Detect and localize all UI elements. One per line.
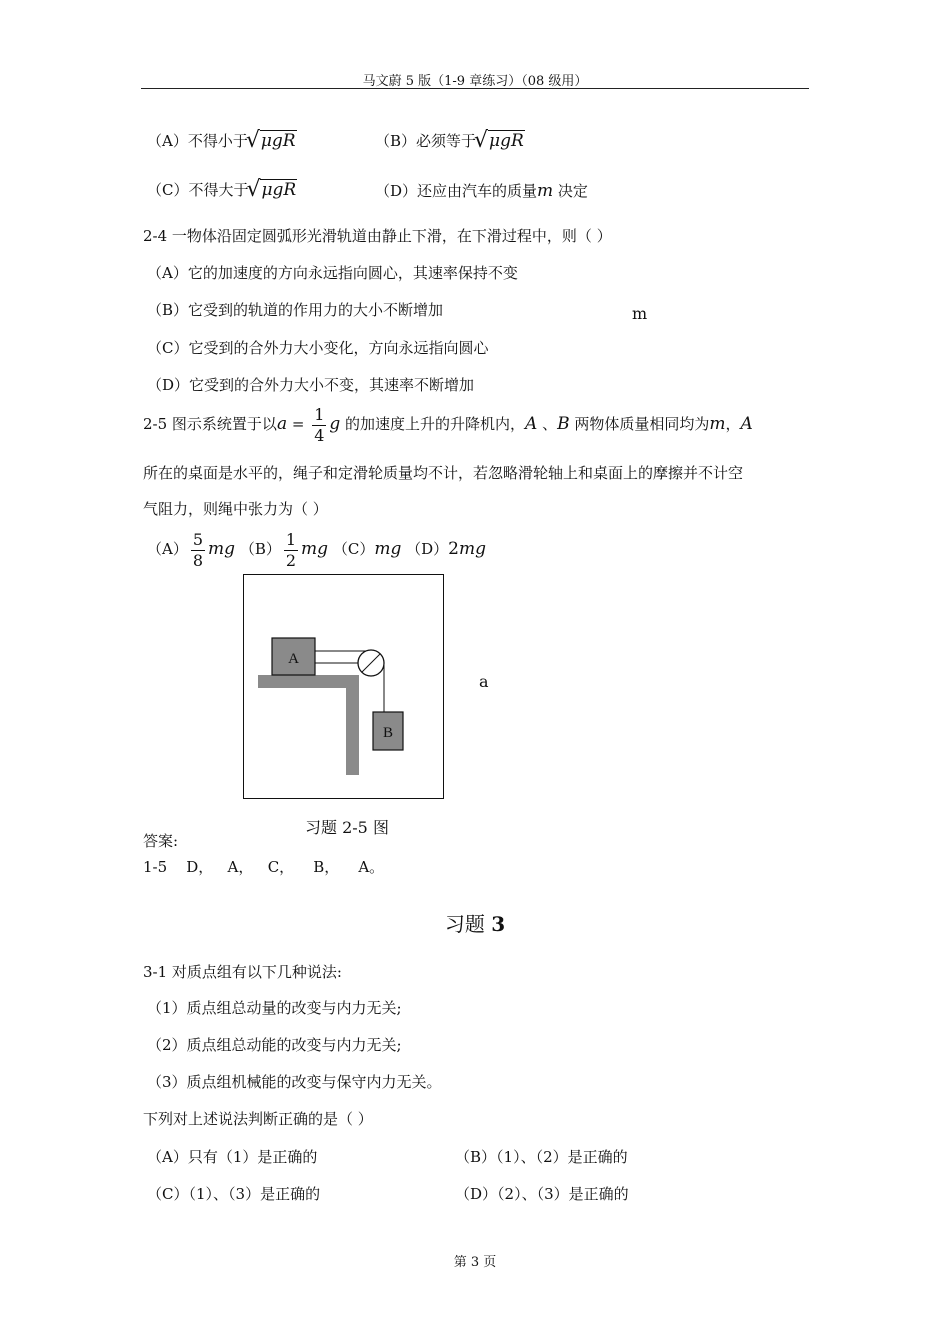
one-half-fraction	[284, 530, 298, 571]
q23-option-b-label: （B）必须等于	[375, 132, 477, 150]
q25-stem-line2: 所在的桌面是水平的，绳子和定滑轮质量均不计，若忽略滑轮轴上和桌面上的摩擦并不计空	[143, 464, 744, 482]
q24-stem: 2-4 一物体沿固定圆弧形光滑轨道由静止下滑，在下滑过程中，则（ ）	[143, 227, 612, 245]
mg-term: mg	[458, 539, 486, 559]
q24-side-label: m	[632, 304, 648, 323]
q23-option-d-tail: 决定	[553, 182, 588, 200]
block-b-label: B	[382, 725, 394, 741]
pulley-diagram	[244, 575, 443, 798]
q31-option-c: （C）（1）、（3）是正确的	[147, 1185, 321, 1203]
fraction-denominator: 2	[285, 550, 297, 570]
q25-options	[147, 527, 486, 571]
five-eighths-fraction	[191, 530, 205, 571]
q31-statement-2: （2）质点组总动能的改变与内力无关;	[147, 1036, 402, 1054]
mass-variable: m	[537, 181, 554, 201]
q25-stem-mid: 的加速度上升的升降机内，	[340, 415, 526, 433]
q31-stem: 3-1 对质点组有以下几种说法:	[143, 963, 342, 981]
q25-option-a-label: （A）	[147, 540, 188, 558]
q25-stem-line3: 气阻力，则绳中张力为（ ）	[143, 500, 328, 518]
section-title	[0, 908, 950, 937]
q25-option-b-label: （B）	[239, 540, 281, 558]
q23-option-c	[147, 179, 297, 200]
q23-option-a-label: （A）不得小于	[147, 132, 248, 150]
sqrt-expression	[248, 131, 297, 151]
g-variable: g	[329, 414, 341, 434]
fraction-denominator: 4	[314, 425, 325, 445]
answers-label: 答案:	[143, 832, 179, 850]
q23-option-c-label: （C）不得大于	[147, 181, 249, 199]
q23-option-b	[375, 130, 525, 151]
q24-option-a: （A）它的加速度的方向永远指向圆心，其速率保持不变	[147, 264, 518, 282]
section-title-prefix: 习题	[444, 912, 492, 936]
q31-option-b: （B）（1）、（2）是正确的	[455, 1148, 628, 1166]
mg-term: mg	[374, 539, 402, 559]
table-leg	[346, 675, 359, 775]
quarter-fraction	[312, 405, 326, 446]
q25-option-d-label: （D）	[406, 540, 449, 558]
radicand: μgR	[260, 131, 296, 151]
sqrt-expression	[248, 180, 297, 200]
section-title-number: 3	[491, 912, 506, 936]
q24-option-b: （B）它受到的轨道的作用力的大小不断增加	[147, 301, 444, 319]
q25-stem-start: 2-5 图示系统置于以	[143, 415, 277, 433]
sqrt-expression	[476, 131, 525, 151]
body-a-variable: A	[740, 414, 753, 434]
q31-option-d: （D）（2）、（3）是正确的	[455, 1185, 629, 1203]
equals-sign: =	[287, 415, 310, 433]
figure-side-label: a	[479, 672, 489, 691]
figure-caption: 习题 2-5 图	[305, 818, 389, 837]
q31-option-a: （A）只有（1）是正确的	[147, 1148, 318, 1166]
q31-statement-3: （3）质点组机械能的改变与保守内力无关。	[147, 1073, 442, 1091]
answers-line: 1-5 D， A， C， B， A。	[143, 858, 385, 876]
accel-variable: a	[276, 414, 288, 434]
q25-stem-mid2: 两物体质量相同均为	[569, 415, 710, 433]
q31-ask: 下列对上述说法判断正确的是（ ）	[143, 1110, 373, 1128]
q31-statement-1: （1）质点组总动量的改变与内力无关;	[147, 999, 402, 1017]
separator: 、	[537, 415, 558, 433]
q23-option-d-label: （D）还应由汽车的质量	[375, 182, 538, 200]
header-rule	[141, 88, 809, 89]
comma: ，	[725, 415, 741, 433]
fraction-denominator: 8	[192, 550, 204, 570]
fraction-numerator: 5	[192, 529, 204, 549]
q23-option-a	[147, 130, 297, 151]
figure-2-5-frame	[243, 574, 444, 799]
body-b-variable: B	[557, 414, 570, 434]
q25-stem-line1	[143, 404, 753, 446]
page-header: 马文蔚 5 版（1-9 章练习）（08 级用）	[362, 74, 588, 89]
q24-option-d: （D）它受到的合外力大小不变，其速率不断增加	[147, 376, 475, 394]
mg-term: mg	[208, 539, 236, 559]
page-footer: 第 3 页	[453, 1255, 497, 1270]
radicand: μgR	[261, 180, 297, 200]
body-a-variable: A	[525, 414, 538, 434]
mg-term: mg	[301, 539, 329, 559]
q25-option-c-label: （C）	[332, 540, 375, 558]
q24-option-c: （C）它受到的合外力大小变化，方向永远指向圆心	[147, 339, 489, 357]
q23-option-d	[375, 180, 588, 201]
radicand: μgR	[489, 131, 524, 151]
fraction-numerator: 1	[314, 404, 325, 424]
table-top	[258, 675, 346, 688]
fraction-numerator: 1	[285, 529, 297, 549]
mass-variable: m	[709, 414, 726, 434]
block-a-label: A	[288, 651, 299, 667]
coefficient: 2	[448, 539, 459, 559]
